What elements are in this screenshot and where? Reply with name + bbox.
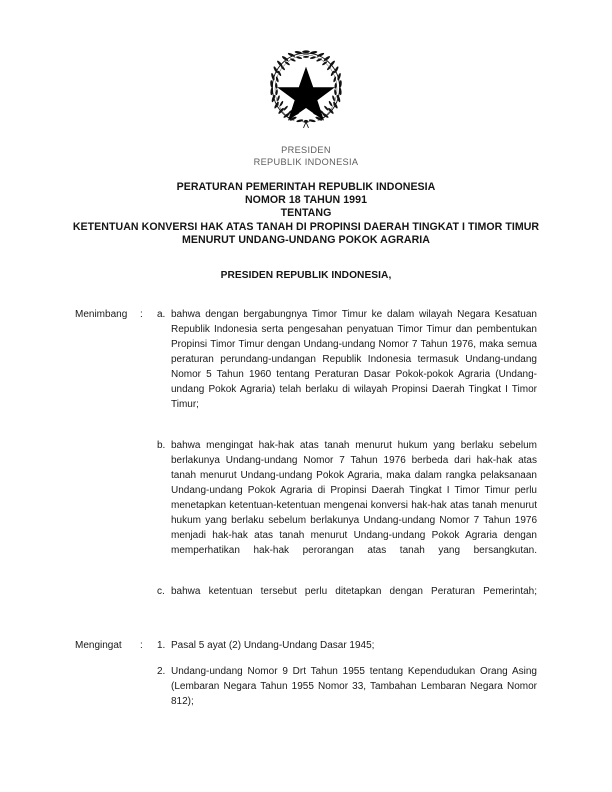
mengingat-item-1 bbox=[157, 638, 537, 653]
mengingat-item-1-marker: 1. bbox=[157, 640, 166, 651]
menimbang-section bbox=[75, 307, 537, 614]
menimbang-item-b-text: bahwa mengingat hak-hak atas tanah menurut hukum yang berlaku sebelum berlakunya Undang-undang Nomor 7 Tahun 1976 berbeda dari hak-hak atas tanah menurut Undang-undang Pokok Agraria, maka dalam rangka pelaksanaan Undang-undang Pokok Agraria di Propinsi Daerah Tingkat I Timor Timur perlu menetapkan ketentuan-ketentuan mengenai konversi hak-hak atas tanah menurut hukum yang berlaku sebelum berlakunya Undang-undang Nomor 7 Tahun 1976 menjadi hak-hak atas tanah menurut Undang-undang Pokok Agraria dengan memperhatikan hak-hak perorangan atas tanah yang bersangkutan. bbox=[171, 440, 537, 556]
title-line-3: TENTANG bbox=[280, 207, 332, 220]
issuer-line: PRESIDEN REPUBLIK INDONESIA, bbox=[220, 270, 392, 281]
emblem-caption-line-1: PRESIDEN bbox=[281, 145, 331, 155]
mengingat-section bbox=[75, 638, 537, 724]
menimbang-item-c-marker: c. bbox=[157, 586, 165, 597]
menimbang-item-c bbox=[157, 584, 537, 614]
indonesian-presidential-star-wreath-emblem-icon bbox=[264, 48, 348, 134]
emblem-caption-line-2: REPUBLIK INDONESIA bbox=[253, 156, 359, 167]
menimbang-item-a-marker: a. bbox=[157, 309, 166, 320]
title-line-1: PERATURAN PEMERINTAH REPUBLIK INDONESIA bbox=[176, 181, 436, 193]
menimbang-item-b bbox=[157, 438, 537, 573]
menimbang-item-a bbox=[157, 307, 537, 427]
mengingat-colon: : bbox=[140, 640, 143, 651]
document-title-block bbox=[56, 181, 556, 247]
mengingat-item-2 bbox=[157, 664, 537, 724]
mengingat-items bbox=[157, 638, 537, 724]
menimbang-item-c-text: bahwa ketentuan tersebut perlu ditetapkan dengan Peraturan Pemerintah; bbox=[171, 586, 537, 597]
menimbang-items bbox=[157, 307, 537, 614]
mengingat-item-1-text: Pasal 5 ayat (2) Undang-Undang Dasar 1945; bbox=[171, 640, 375, 651]
mengingat-item-2-text: Undang-undang Nomor 9 Drt Tahun 1955 tentang Kependudukan Orang Asing (Lembaran Negara Tahun 1955 Nomor 33, Tambahan Lembaran Negara Nomor 812); bbox=[171, 666, 537, 707]
menimbang-label: Menimbang bbox=[75, 309, 128, 320]
title-line-4: KETENTUAN KONVERSI HAK ATAS TANAH DI PROPINSI DAERAH TINGKAT I TIMOR TIMUR MENURUT UNDANG-UNDANG POKOK AGRARIA bbox=[72, 220, 540, 246]
menimbang-colon: : bbox=[140, 309, 143, 320]
mengingat-item-2-marker: 2. bbox=[157, 666, 166, 677]
mengingat-label: Mengingat bbox=[75, 640, 122, 651]
title-line-2: NOMOR 18 TAHUN 1991 bbox=[244, 194, 368, 207]
menimbang-item-a-text: bahwa dengan bergabungnya Timor Timur ke dalam wilayah Negara Kesatuan Republik Indonesia serta pengesahan penyatuan Timor Timur dan pembentukan Propinsi Timor Timur dengan Undang-undang Nomor 7 Tahun 1976, maka semua peraturan perundang-undangan Republik Indonesia termasuk Undang-undang Nomor 5 Tahun 1960 tentang Peraturan Dasar Pokok-pokok Agraria (Undang-undang Pokok Agraria) telah berlaku di wilayah Propinsi Daerah Tingkat I Timor Timur; bbox=[171, 309, 537, 410]
emblem-caption bbox=[0, 145, 612, 168]
menimbang-item-b-marker: b. bbox=[157, 440, 166, 451]
emblem-block bbox=[0, 48, 612, 168]
